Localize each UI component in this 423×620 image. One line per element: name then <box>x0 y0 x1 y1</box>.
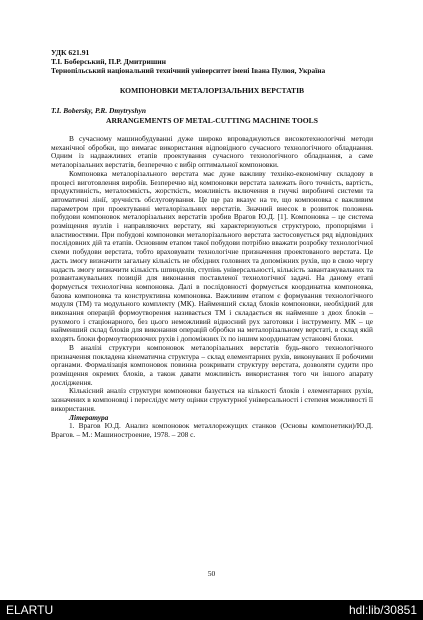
body-paragraph-1: В сучасному машинобудуванні дуже широко впроваджуються високотехнологічні методи механічної обробки, що вимагає використання відповідного сучасного технологічного обладнання. Одним із надважливих етапів проектування сучасного технологічного обладнання, а саме металорізальних верстатів, безперечно є вибір оптимальної компоновки. <box>51 134 373 170</box>
page-number: 50 <box>207 569 216 578</box>
body-paragraph-4: Кількісний аналіз структури компоновки базується на кількості блоків і елементарних рухів, зазначених в компоновці і переслідує мету оцінки структурної універсальності і степеня можливості її використання. <box>51 386 373 413</box>
udk-code: УДК 621.91 <box>51 48 90 57</box>
body-paragraph-2: Компоновка металорізального верстата має дуже важливу техніко-економічну складову в процесі виготовлення виробів. Безперечно від компоновки верстата залежать його точність, вартість, продуктивність, металоємкість, жорсткість, можливість включення в гнучкі виробничі системи та автоматичні лінії, зручність обслуговування. Це ще раз вказує на те, що компоновка є важливим параметром при проектуванні металорізальних верстатів. Значний внесок в розвиток положень побудови компоновок металорізальних верстатів зробив Врагов Ю.Д. [1]. Компоновка – це система розміщення вузлів і направляючих верстату, які характеризуються структурою, пропорціями і властивостями. При побудові компоновки металорізального верстата застосовується ряд відповідних послідовних дій та етапів. Основним етапом такої побудови потрібно вважати розробку технологічної схеми побудови верстата, тобто враховувати технологічне призначення проектованого верстата. Це дасть змогу визначити загальну кількість не обхідних головних та допоміжних рухів, що в свою чергу надасть змогу визначити кількість шпинделів, ступінь універсальності, кількість завантажувальних та розвантажувальних позицій для виконання поставленої технологічної задачі. На даному етапі формується технологічна компоновка. Далі в послідовності формується координатна компоновка, базова компоновка та конструктивна компоновка. Важливим етапом є формування технологічного модуля (ТМ) та модульного комплекту (МК). Найменший склад блоків компоновки, необхідний для виконання операцій формоутворення називається ТМ і складається як найменше з двох блоків – рухомого і стаціонарного, без цього неможливий відносний рух заготовки і інструменту. МК – це найменший склад блоків для виконання операцій обробки на металорізальному верстаті, в склад якій входять блоки формоутворюючих рухів і допоміжних їх по іншим координатам установчі блоки. <box>51 168 373 344</box>
repository-name: ELARTU <box>6 603 54 617</box>
references-heading: Література <box>69 412 109 422</box>
handle-identifier[interactable]: hdl:lib/30851 <box>348 603 417 617</box>
body-paragraph-3: В аналізі структури компоновок металорізальних верстатів будь-якого технологічного призначення покладена кінематична структура – склад елементарних рухів, виконуваних її робочими органами. Формалізація компоновок повинна розкривати структуру верстата, дозволяти судити про розміщення окремих блоків, а також давати можливість використання того чи іншого апарату дослідження. <box>51 342 373 387</box>
page-content <box>51 48 373 440</box>
reference-item: 1. Врагов Ю.Д. Анализ компоновок металлорежущих станков (Основы компонетики)/Ю.Д. Врагов. – М.: Машиностроение, 1978. – 208 с. <box>51 421 373 439</box>
affiliation: Тернопільський національний технічний університет імені Івана Пулюя, Україна <box>51 66 326 75</box>
title-english: ARRANGEMENTS OF METAL-CUTTING MACHINE TOOLS <box>106 116 318 125</box>
authors-ukrainian: Т.І. Боберський, П.Р. Дмитришин <box>51 57 167 66</box>
title-ukrainian: КОМПОНОВКИ МЕТАЛОРІЗАЛЬНИХ ВЕРСТАТІВ <box>119 86 305 95</box>
repository-footer-bar <box>0 600 423 620</box>
authors-english: T.I. Bobersky, P.R. Dmytryshyn <box>51 106 146 115</box>
